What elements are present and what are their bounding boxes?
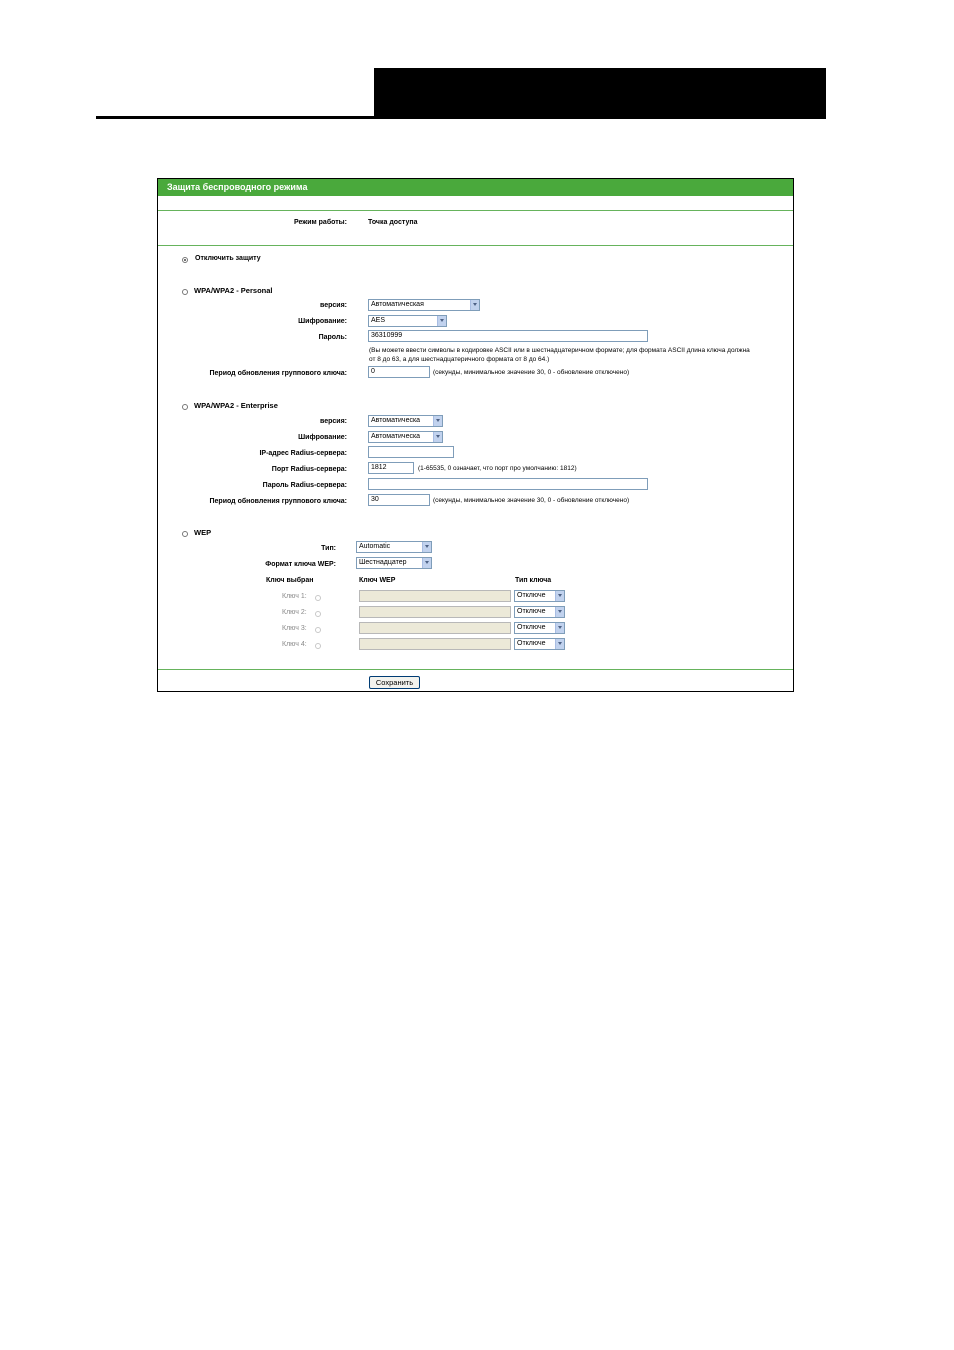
wep-title: WEP (194, 528, 212, 537)
radius-port-hint: (1-65535, 0 означает, что порт про умолчанию: 1812) (418, 465, 577, 472)
wep-radio[interactable] (182, 531, 188, 537)
col-key-type: Тип ключа (515, 577, 552, 584)
chevron-down-icon (555, 623, 564, 633)
wep-type-select[interactable] (356, 541, 432, 553)
chevron-down-icon (555, 639, 564, 649)
disable-security-label: Отключить защиту (195, 255, 261, 262)
col-wep-key: Ключ WEP (359, 577, 396, 584)
personal-encryption-value: AES (371, 317, 386, 324)
enterprise-encryption-label: Шифрование: (298, 434, 347, 441)
header-black-bar (374, 68, 824, 118)
divider (158, 669, 793, 670)
wep-key-label: Ключ 1: (282, 593, 307, 600)
wep-type-value: Automatic (359, 543, 391, 550)
wep-key-input[interactable] (359, 606, 511, 618)
wep-key-type-select[interactable] (514, 638, 565, 650)
chevron-down-icon (422, 558, 431, 568)
wep-key-type-select[interactable] (514, 606, 565, 618)
chevron-down-icon (470, 300, 479, 310)
wep-format-label: Формат ключа WEP: (265, 561, 336, 568)
wpa-personal-title: WPA/WPA2 - Personal (194, 286, 273, 295)
personal-password-input[interactable]: 36310999 (368, 330, 648, 342)
radius-ip-input[interactable] (368, 446, 454, 458)
mode-value: Точка доступа (368, 219, 418, 226)
chevron-down-icon (555, 607, 564, 617)
personal-group-key-hint: (секунды, минимальное значение 30, 0 - обновление отключено) (433, 369, 630, 376)
enterprise-version-value: Автоматическа (371, 417, 421, 424)
wep-key-select-radio[interactable] (315, 627, 321, 633)
wep-key-type-value: Отключе (517, 624, 546, 631)
wep-key-type-value: Отключе (517, 640, 546, 647)
wep-key-label: Ключ 3: (282, 625, 307, 632)
personal-group-key-input[interactable]: 0 (368, 366, 430, 378)
wep-key-type-value: Отключе (517, 608, 546, 615)
enterprise-encryption-value: Автоматическа (371, 433, 421, 440)
enterprise-version-label: версия: (320, 418, 347, 425)
wep-key-input[interactable] (359, 638, 511, 650)
enterprise-group-key-hint: (секунды, минимальное значение 30, 0 - обновление отключено) (433, 497, 630, 504)
chevron-down-icon (422, 542, 431, 552)
radius-port-input[interactable]: 1812 (368, 462, 414, 474)
chevron-down-icon (433, 416, 442, 426)
wireless-security-panel (157, 178, 794, 692)
personal-version-select[interactable] (368, 299, 480, 311)
radius-password-label: Пароль Radius-сервера: (262, 482, 347, 489)
wep-format-select[interactable] (356, 557, 432, 569)
chevron-down-icon (433, 432, 442, 442)
header-rule (96, 116, 826, 119)
wep-key-type-value: Отключе (517, 592, 546, 599)
wep-format-value: Шестнадцатер (359, 559, 407, 566)
personal-password-label: Пароль: (318, 334, 347, 341)
chevron-down-icon (437, 316, 446, 326)
wpa-personal-radio[interactable] (182, 289, 188, 295)
header-bar-edge (824, 68, 826, 118)
enterprise-group-key-label: Период обновления группового ключа: (209, 498, 347, 505)
chevron-down-icon (555, 591, 564, 601)
wep-key-select-radio[interactable] (315, 611, 321, 617)
wep-key-input[interactable] (359, 622, 511, 634)
divider (158, 245, 793, 246)
enterprise-version-select[interactable] (368, 415, 443, 427)
wep-type-label: Тип: (321, 545, 336, 552)
password-hint-line2: от 8 до 63, а для шестнадцатеричного формата от 8 до 64.) (369, 356, 550, 363)
personal-version-label: версия: (320, 302, 347, 309)
col-key-selected: Ключ выбран (266, 577, 314, 584)
enterprise-encryption-select[interactable] (368, 431, 443, 443)
personal-version-value: Автоматическая (371, 301, 424, 308)
personal-group-key-label: Период обновления группового ключа: (209, 370, 347, 377)
personal-encryption-select[interactable] (368, 315, 447, 327)
radius-port-label: Порт Radius-сервера: (271, 466, 347, 473)
wep-key-select-radio[interactable] (315, 595, 321, 601)
divider (158, 210, 793, 211)
wep-key-select-radio[interactable] (315, 643, 321, 649)
wpa-enterprise-radio[interactable] (182, 404, 188, 410)
personal-encryption-label: Шифрование: (298, 318, 347, 325)
radius-password-input[interactable] (368, 478, 648, 490)
password-hint-line1: (Вы можете ввести символы в кодировке ASCII или в шестнадцатеричном формате; для формата ASCII длина ключа должна (369, 347, 750, 354)
enterprise-group-key-input[interactable]: 30 (368, 494, 430, 506)
wep-key-type-select[interactable] (514, 590, 565, 602)
panel-title: Защита беспроводного режима (158, 179, 793, 196)
save-button[interactable]: Сохранить (369, 676, 420, 689)
wep-key-label: Ключ 2: (282, 609, 307, 616)
radius-ip-label: IP-адрес Radius-сервера: (259, 450, 347, 457)
wep-key-input[interactable] (359, 590, 511, 602)
mode-label: Режим работы: (293, 219, 347, 226)
wep-key-type-select[interactable] (514, 622, 565, 634)
disable-security-radio[interactable] (182, 257, 188, 263)
wep-key-label: Ключ 4: (282, 641, 307, 648)
wpa-enterprise-title: WPA/WPA2 - Enterprise (194, 401, 278, 410)
